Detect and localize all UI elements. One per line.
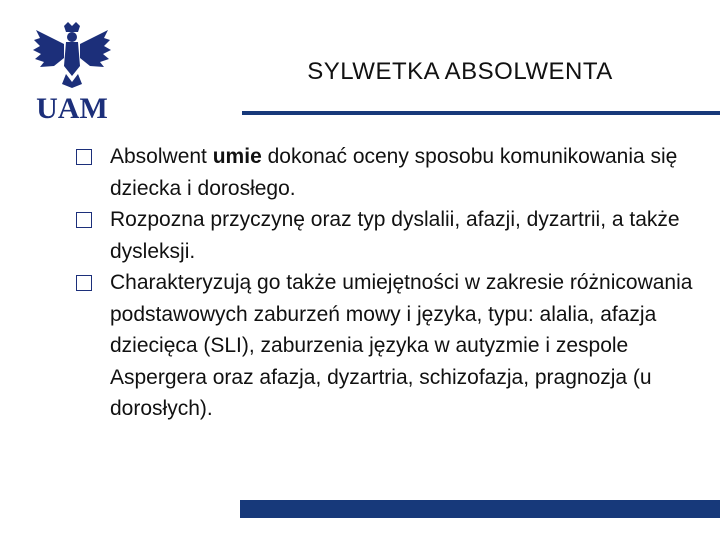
slide-title: SYLWETKA ABSOLWENTA	[307, 58, 613, 85]
bullet-text: Charakteryzują go także umiejętności w zakresie różnicowania podstawowych zaburzeń mowy i języka, typu: alalia, afazja dziecięca (SLI), zaburzenia języka w autyzmie i zespole Aspergera oraz afazja, dyzartria, schizofazja, pragnozja (u dorosłych).	[110, 271, 693, 420]
checkbox-bullet-icon	[76, 212, 92, 228]
title-divider	[242, 111, 720, 115]
checkbox-bullet-icon	[76, 275, 92, 291]
list-item	[76, 204, 696, 267]
bullet-text: Rozpozna przyczynę oraz typ dyslalii, afazji, dyzartrii, a także dysleksji.	[110, 208, 680, 263]
eagle-crest-icon	[30, 22, 114, 122]
bullet-text-suffix: dokonać oceny sposobu komunikowania się dziecka i dorosłego.	[110, 145, 678, 200]
checkbox-bullet-icon	[76, 149, 92, 165]
footer-bar	[240, 500, 720, 518]
svg-text:UAM: UAM	[36, 92, 108, 122]
university-logo	[30, 22, 114, 122]
list-item	[76, 141, 696, 204]
bullet-text-prefix: Absolwent	[110, 145, 213, 168]
list-item	[76, 267, 696, 425]
bullet-list	[76, 141, 696, 425]
bullet-emphasis: umie	[212, 145, 262, 168]
